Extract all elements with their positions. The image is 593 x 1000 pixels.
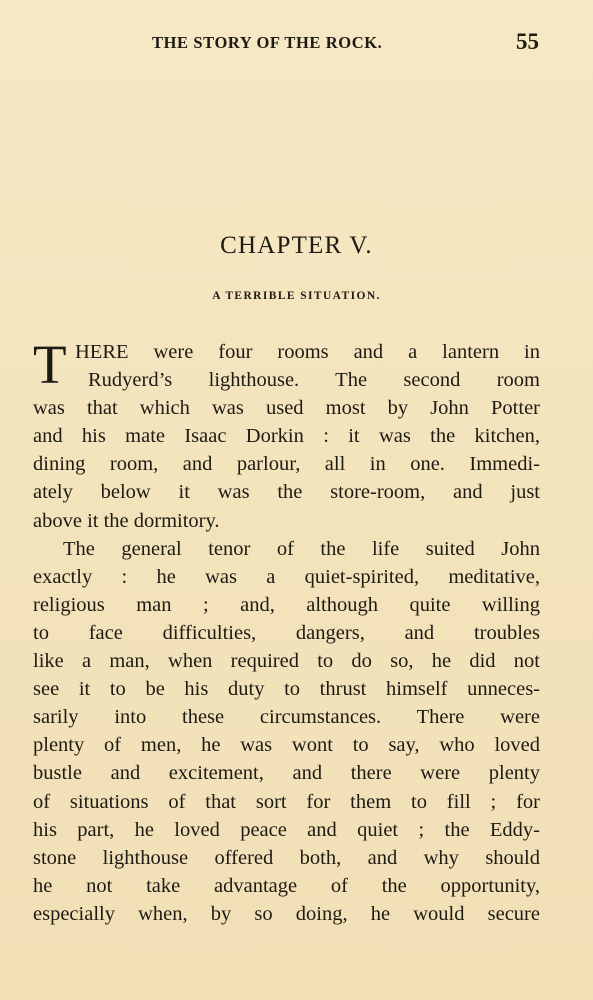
page-number: 55 — [516, 29, 539, 54]
text-line: and his mate Isaac Dorkin : it was the kitchen, — [33, 425, 540, 448]
text-line: religious man ; and, although quite willing — [33, 593, 540, 616]
text-line: bustle and excitement, and there were plenty — [33, 762, 540, 785]
text-line: ately below it was the store-room, and just — [33, 481, 540, 504]
paragraph-1 — [33, 334, 540, 535]
body-text — [33, 334, 540, 928]
text-line: The general tenor of the life suited John — [63, 537, 540, 560]
text-line: plenty of men, he was wont to say, who loved — [33, 734, 540, 757]
running-title: THE STORY OF THE ROCK. — [152, 33, 383, 52]
text-line: HERE were four rooms and a lantern in — [75, 341, 540, 363]
text-line: above it the dormitory. — [33, 509, 220, 532]
text-line: he not take advantage of the opportunity, — [33, 874, 540, 897]
text-line: of situations of that sort for them to fill ; for — [33, 790, 540, 813]
text-line: see it to be his duty to thrust himself unneces- — [33, 678, 540, 701]
text-line: especially when, by so doing, he would secure — [33, 902, 540, 925]
chapter-subtitle: A TERRIBLE SITUATION. — [212, 290, 381, 302]
text-line: was that which was used most by John Potter — [33, 397, 540, 420]
paragraph-2 — [33, 535, 540, 928]
chapter-title: CHAPTER V. — [220, 232, 373, 259]
text-line: Rudyerd’s lighthouse. The second room — [88, 369, 540, 392]
text-line: dining room, and parlour, all in one. Immedi- — [33, 453, 540, 476]
text-line: his part, he loved peace and quiet ; the Eddy- — [33, 818, 540, 841]
text-line: exactly : he was a quiet-spirited, meditative, — [33, 565, 540, 588]
drop-cap: T — [33, 334, 67, 395]
text-line: to face difficulties, dangers, and troubles — [33, 621, 540, 644]
text-line: like a man, when required to do so, he did not — [33, 650, 540, 673]
running-header — [0, 29, 593, 59]
text-line: sarily into these circumstances. There were — [33, 706, 540, 729]
text-line: stone lighthouse offered both, and why should — [33, 846, 540, 869]
